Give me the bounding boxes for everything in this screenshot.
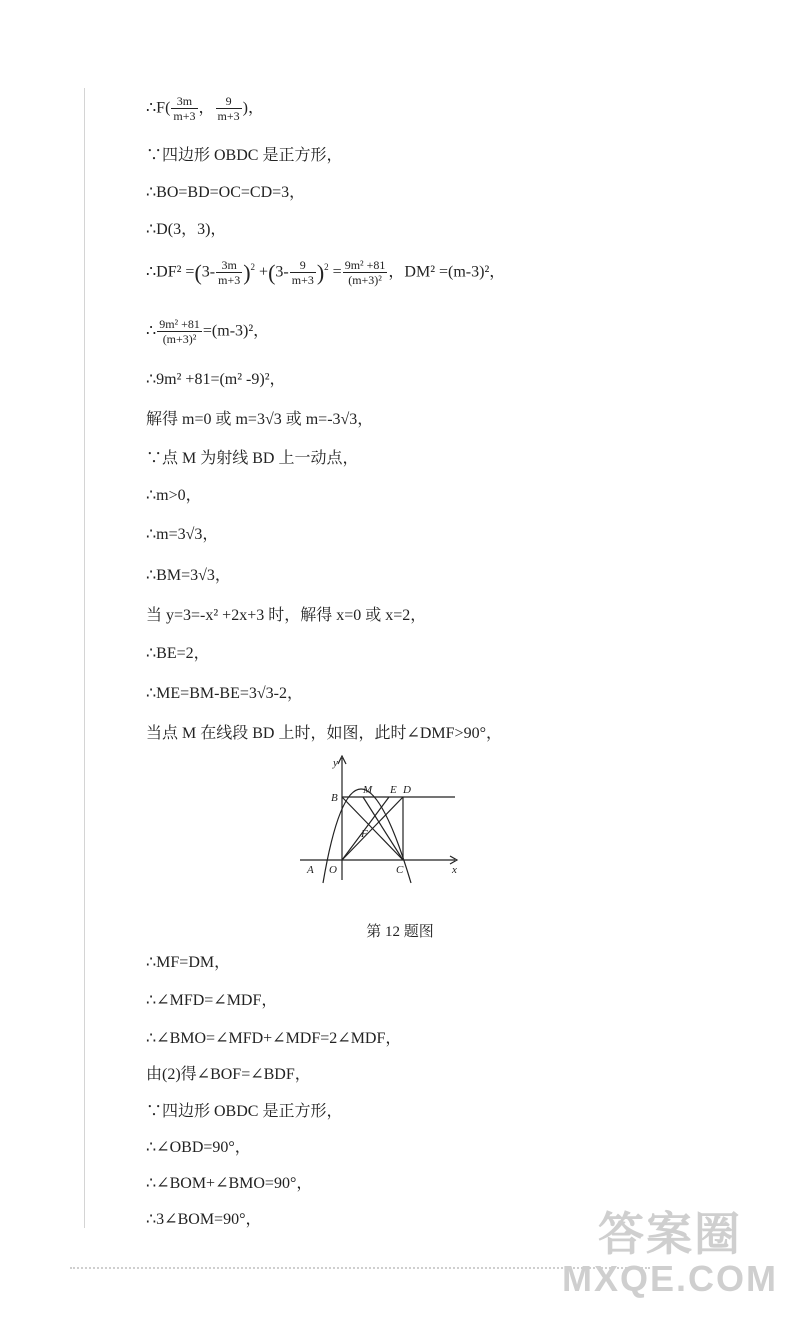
label-x: x [452, 864, 457, 876]
solution-line-24: ∴3∠BOM=90°， [146, 1211, 262, 1228]
label-c: C [396, 864, 404, 876]
solution-line-20: 由(2)得∠BOF=∠BDF， [146, 1066, 311, 1083]
solution-line-17: ∴MF=DM， [146, 954, 231, 971]
label-m: M [363, 784, 373, 796]
geometry-figure [295, 755, 465, 885]
label-d: D [403, 784, 411, 796]
solution-line-12: ∴BM=3√3， [146, 567, 231, 584]
solution-line-5: ∴DF² =(3- $\frac{3m}{m+3}$ )$^2$ +(3- $\frac{9}{m+3}$ )$^2$ = $\frac{\text{9m² +81}}{\text{(m+3)²}}$ ，DM² =(m-3)²， [146, 258, 506, 288]
segment-mc [363, 797, 403, 860]
figure-caption: 第 12 题图 [366, 924, 434, 940]
watermark-logo: 答案圈 MXQE.COM [561, 1208, 778, 1299]
label-o: O [329, 864, 337, 876]
solution-line-8: 解得 m=0 或 m=3√3 或 m=-3√3， [146, 411, 374, 428]
solution-line-3: ∴BO=BD=OC=CD=3， [146, 184, 306, 201]
solution-line-13: 当 y=3=-x² +2x+3 时，解得 x=0 或 x=2， [146, 607, 427, 624]
label-y: y [333, 757, 338, 769]
label-a: A [307, 864, 314, 876]
solution-line-23: ∴∠BOM+∠BMO=90°， [146, 1175, 313, 1192]
solution-line-19: ∴∠BMO=∠MFD+∠MDF=2∠MDF， [146, 1030, 402, 1047]
solution-line-14: ∴BE=2， [146, 645, 210, 662]
label-e: E [390, 784, 397, 796]
margin-rule [84, 88, 85, 1228]
solution-line-22: ∴∠OBD=90°， [146, 1139, 251, 1156]
solution-line-6: ∴ $\frac{\text{9m² +81}}{\text{(m+3)²}}$ =(m-3)²， [146, 317, 270, 347]
fraction: $\frac{9}{m+3}$ [217, 94, 240, 124]
solution-line-18: ∴∠MFD=∠MDF， [146, 992, 278, 1009]
solution-line-7: ∴9m² +81=(m² -9)²， [146, 371, 286, 388]
solution-line-2: ∵四边形 OBDC 是正方形， [146, 147, 343, 164]
solution-line-11: ∴m=3√3， [146, 526, 219, 543]
solution-line-1: ∴F( $\frac{3m}{m+3}$ ， $\frac{9}{m+3}$ )， [146, 94, 264, 124]
solution-line-15: ∴ME=BM-BE=3√3-2， [146, 685, 304, 702]
solution-line-4: ∴D(3，3)， [146, 221, 227, 238]
solution-line-21: ∵四边形 OBDC 是正方形， [146, 1103, 343, 1120]
solution-line-10: ∴m>0， [146, 487, 202, 504]
label-b: B [331, 792, 338, 804]
label-f: F [361, 828, 368, 840]
solution-line-9: ∵点 M 为射线 BD 上一动点， [146, 450, 359, 467]
solution-line-16: 当点 M 在线段 BD 上时，如图，此时∠DMF>90°， [146, 725, 502, 742]
fraction: $\frac{3m}{m+3}$ [173, 94, 196, 124]
